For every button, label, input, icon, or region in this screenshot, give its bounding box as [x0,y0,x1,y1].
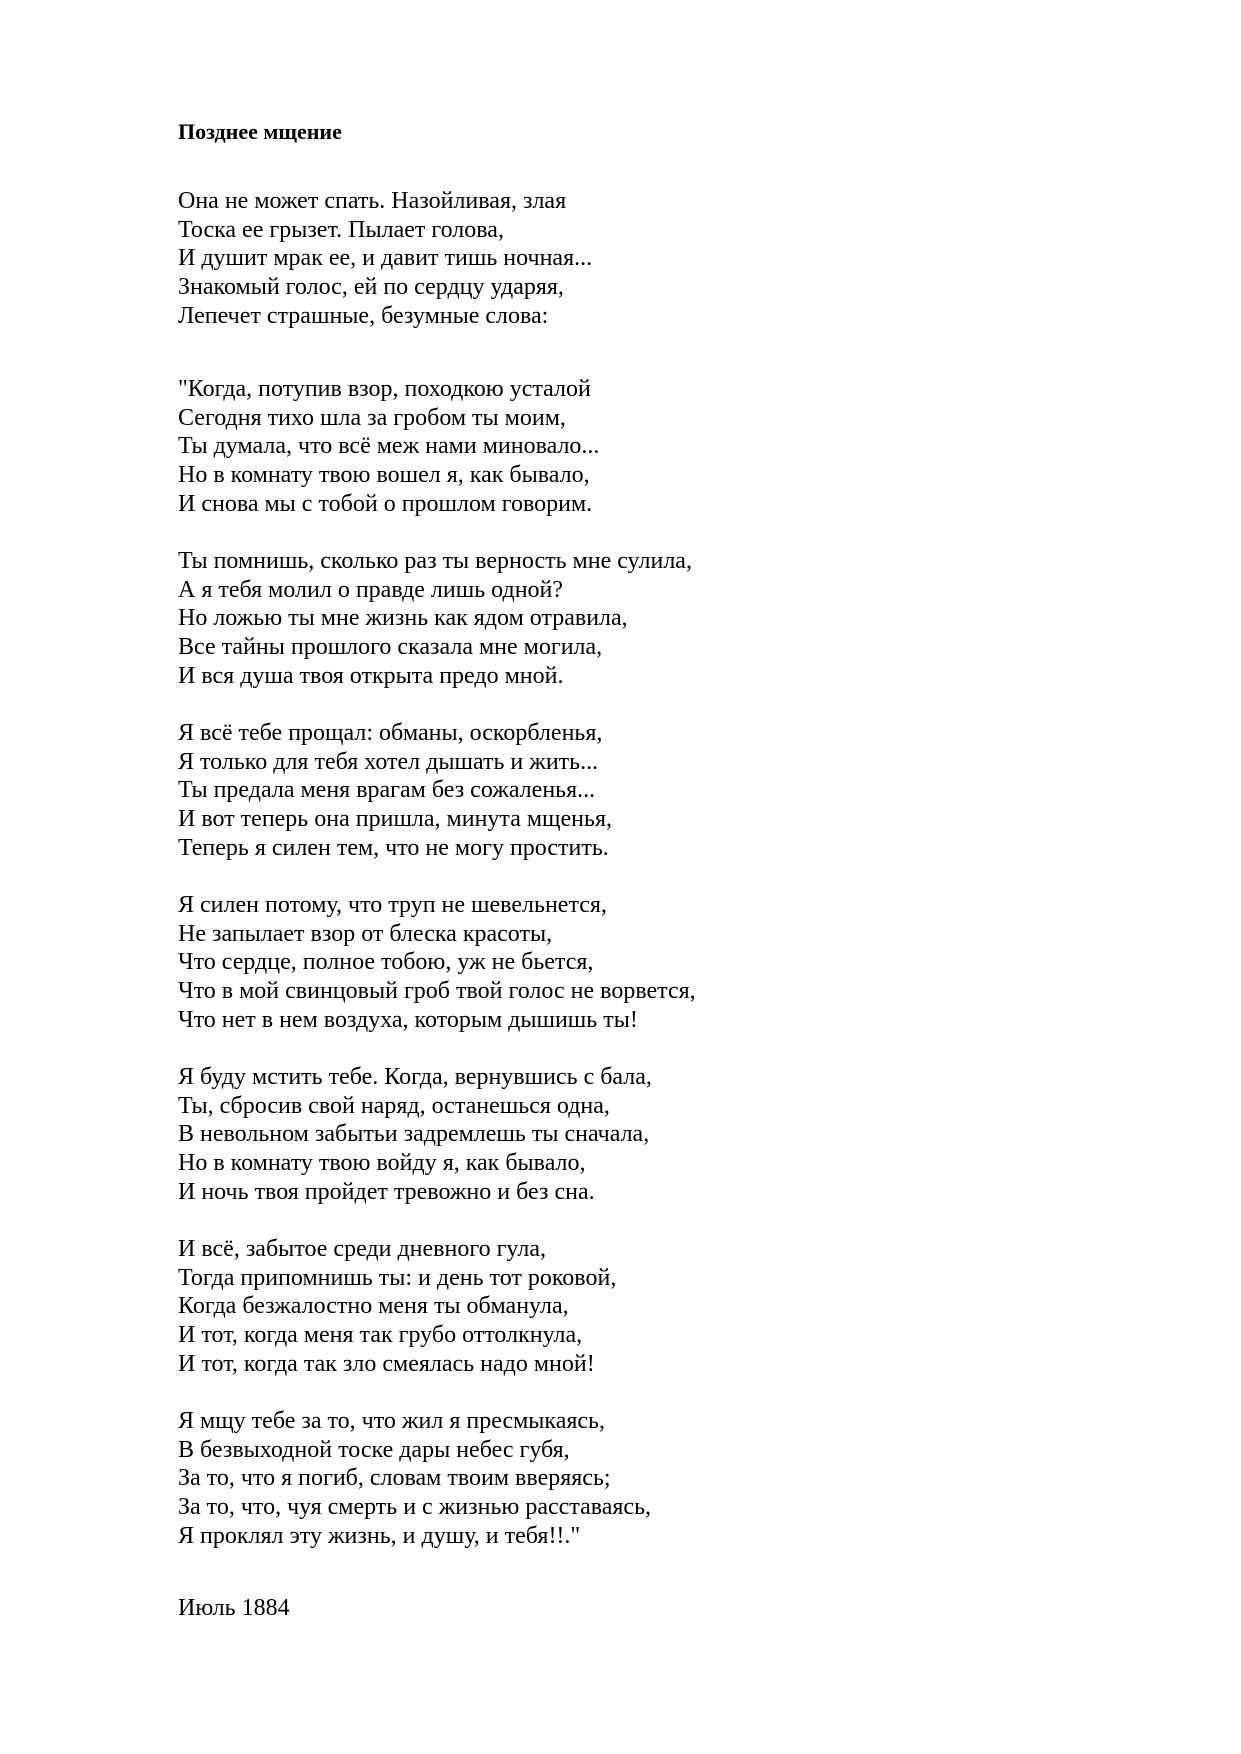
poem-line: Ты, сбросив свой наряд, останешься одна, [178,1092,610,1119]
poem-line: Не запылает взор от блеска красоты, [178,920,553,947]
stanza-5 [178,891,696,1035]
stanza-3 [178,547,692,691]
poem-line: За то, что, чуя смерть и с жизнью расставаясь, [178,1494,652,1521]
poem-line: Я проклял эту жизнь, и душу, и тебя!!." [178,1522,581,1549]
poem-line: Она не может спать. Назойливая, злая [178,188,567,214]
poem-line: И всё, забытое среди дневного гула, [178,1236,547,1262]
poem-line: Но ложью ты мне жизнь как ядом отравила, [178,605,628,632]
poem-line: Я силен потому, что труп не шевельнется, [178,892,607,918]
poem-line: Ты предала меня врагам без сожаленья... [178,777,596,804]
poem-line: Я всё тебе прощал: обманы, оскорбленья, [178,720,603,746]
poem-line: В невольном забытьи задремлешь ты сначала, [178,1121,650,1148]
poem-line: И снова мы с тобой о прошлом говорим. [178,490,593,517]
poem-line: Ты думала, что всё меж нами миновало... [178,433,600,460]
poem-line: И тот, когда так зло смеялась надо мной! [178,1350,595,1377]
stanza-2 [178,375,599,519]
poem-line: В безвыходной тоске дары небес губя, [178,1436,570,1463]
stanza-7 [178,1235,616,1379]
poem-line: Что сердце, полное тобою, уж не бьется, [178,949,594,976]
poem-line: А я тебя молил о правде лишь одной? [178,576,564,603]
poem-line: Я мщу тебе за то, что жил я пресмыкаясь, [178,1408,605,1434]
poem-line: И ночь твоя пройдет тревожно и без сна. [178,1178,595,1205]
poem-line: Что нет в нем воздуха, которым дышишь ты! [178,1006,638,1033]
poem-line: Но в комнату твою войду я, как бывало, [178,1150,586,1177]
poem-line: Теперь я силен тем, что не могу простить. [178,834,609,861]
poem-title: Позднее мщение [178,119,342,144]
poem-line: За то, что я погиб, словам твоим вверяясь; [178,1465,611,1492]
stanza-8 [178,1407,651,1551]
poem-line: И тот, когда меня так грубо оттолкнула, [178,1322,583,1349]
poem-line: Тогда припомнишь ты: и день тот роковой, [178,1264,617,1291]
poem-line: Все тайны прошлого сказала мне могила, [178,634,603,661]
poem-date: Июль 1884 [178,1595,290,1621]
poem-line: Лепечет страшные, безумные слова: [178,302,549,329]
poem-line: Но в комнату твою вошел я, как бывало, [178,462,590,489]
poem-line: Сегодня тихо шла за гробом ты моим, [178,404,566,431]
poem-line: И душит мрак ее, и давит тишь ночная... [178,245,593,272]
poem-line: Ты помнишь, сколько раз ты верность мне сулила, [178,548,692,574]
poem-line: Знакомый голос, ей по сердцу ударяя, [178,274,564,301]
poem-line: И вся душа твоя открыта предо мной. [178,662,564,689]
poem-line: И вот теперь она пришла, минута мщенья, [178,806,613,833]
poem-line: Когда безжалостно меня ты обманула, [178,1293,569,1320]
stanza-6 [178,1063,652,1207]
poem-line: Что в мой свинцовый гроб твой голос не ворвется, [178,978,696,1005]
stanza-1 [178,187,592,331]
poem-line: Я буду мстить тебе. Когда, вернувшись с бала, [178,1064,652,1090]
poem-line: "Когда, потупив взор, походкою усталой [178,376,591,402]
stanza-4 [178,719,612,863]
poem-line: Тоска ее грызет. Пылает голова, [178,216,504,243]
poem-line: Я только для тебя хотел дышать и жить... [178,748,599,775]
